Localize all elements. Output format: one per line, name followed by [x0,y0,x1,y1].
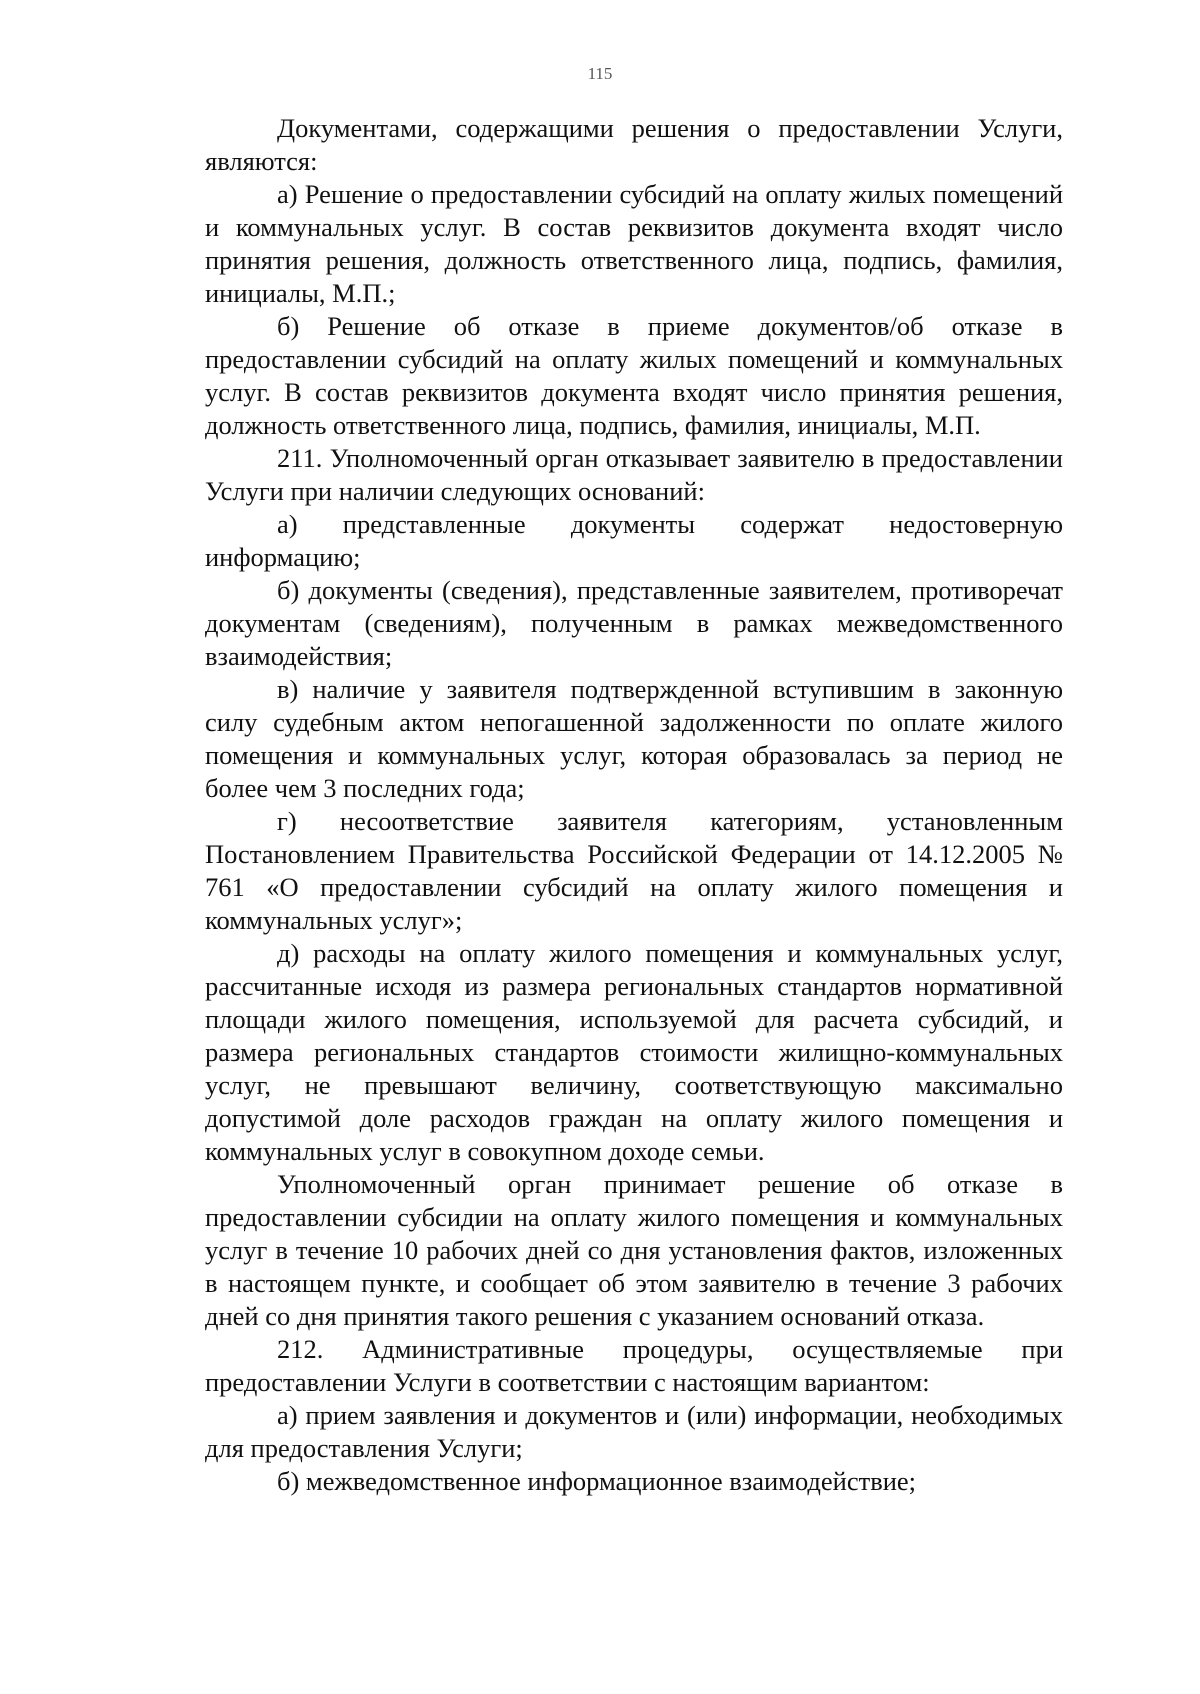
page-number: 115 [587,64,613,83]
paragraph-refusal-decision: Уполномоченный орган принимает решение об отказе в предоставлении субсидии на оплату жилого помещения и коммунальных услуг в течение 10 рабочих дней со дня установления фактов, изложенных в настоящем пункте, и сообщает об этом заявителю в течение 3 рабочих дней со дня принятия такого решения с указанием оснований отказа. [205,1169,1063,1331]
paragraph-intro: Документами, содержащими решения о предоставлении Услуги, являются: [205,113,1063,176]
paragraph-item-a: а) Решение о предоставлении субсидий на оплату жилых помещений и коммунальных услуг. В состав реквизитов документа входят число принятия решения, должность ответственного лица, подпись, фамилия, инициалы, М.П.; [205,179,1063,308]
paragraph-211-d: д) расходы на оплату жилого помещения и коммунальных услуг, рассчитанные исходя из размера региональных стандартов нормативной площади жилого помещения, используемой для расчета субсидий, и размера региональных стандартов стоимости жилищно-коммунальных услуг, не превышают величину, соответствующую максимально допустимой доле расходов граждан на оплату жилого помещения и коммунальных услуг в совокупном доходе семьи. [205,938,1063,1166]
paragraph-item-b: б) Решение об отказе в приеме документов/об отказе в предоставлении субсидий на оплату жилых помещений и коммунальных услуг. В состав реквизитов документа входят число принятия решения, должность ответственного лица, подпись, фамилия, инициалы, М.П. [205,311,1063,440]
paragraph-211-a: а) представленные документы содержат недостоверную информацию; [205,509,1063,572]
document-body [205,112,1063,1498]
paragraph-211: 211. Уполномоченный орган отказывает заявителю в предоставлении Услуги при наличии следующих оснований: [205,443,1063,506]
paragraph-212: 212. Административные процедуры, осуществляемые при предоставлении Услуги в соответствии с настоящим вариантом: [205,1334,1063,1397]
paragraph-212-a: а) прием заявления и документов и (или) информации, необходимых для предоставления Услуги; [205,1400,1063,1463]
paragraph-211-g: г) несоответствие заявителя категориям, установленным Постановлением Правительства Российской Федерации от 14.12.2005 № 761 «О предоставлении субсидий на оплату жилого помещения и коммунальных услуг»; [205,806,1063,935]
paragraph-212-b: б) межведомственное информационное взаимодействие; [277,1466,917,1496]
paragraph-211-v: в) наличие у заявителя подтвержденной вступившим в законную силу судебным актом непогашенной задолженности по оплате жилого помещения и коммунальных услуг, которая образовалась за период не более чем 3 последних года; [205,674,1063,803]
paragraph-211-b: б) документы (сведения), представленные заявителем, противоречат документам (сведениям), полученным в рамках межведомственного взаимодействия; [205,575,1063,671]
